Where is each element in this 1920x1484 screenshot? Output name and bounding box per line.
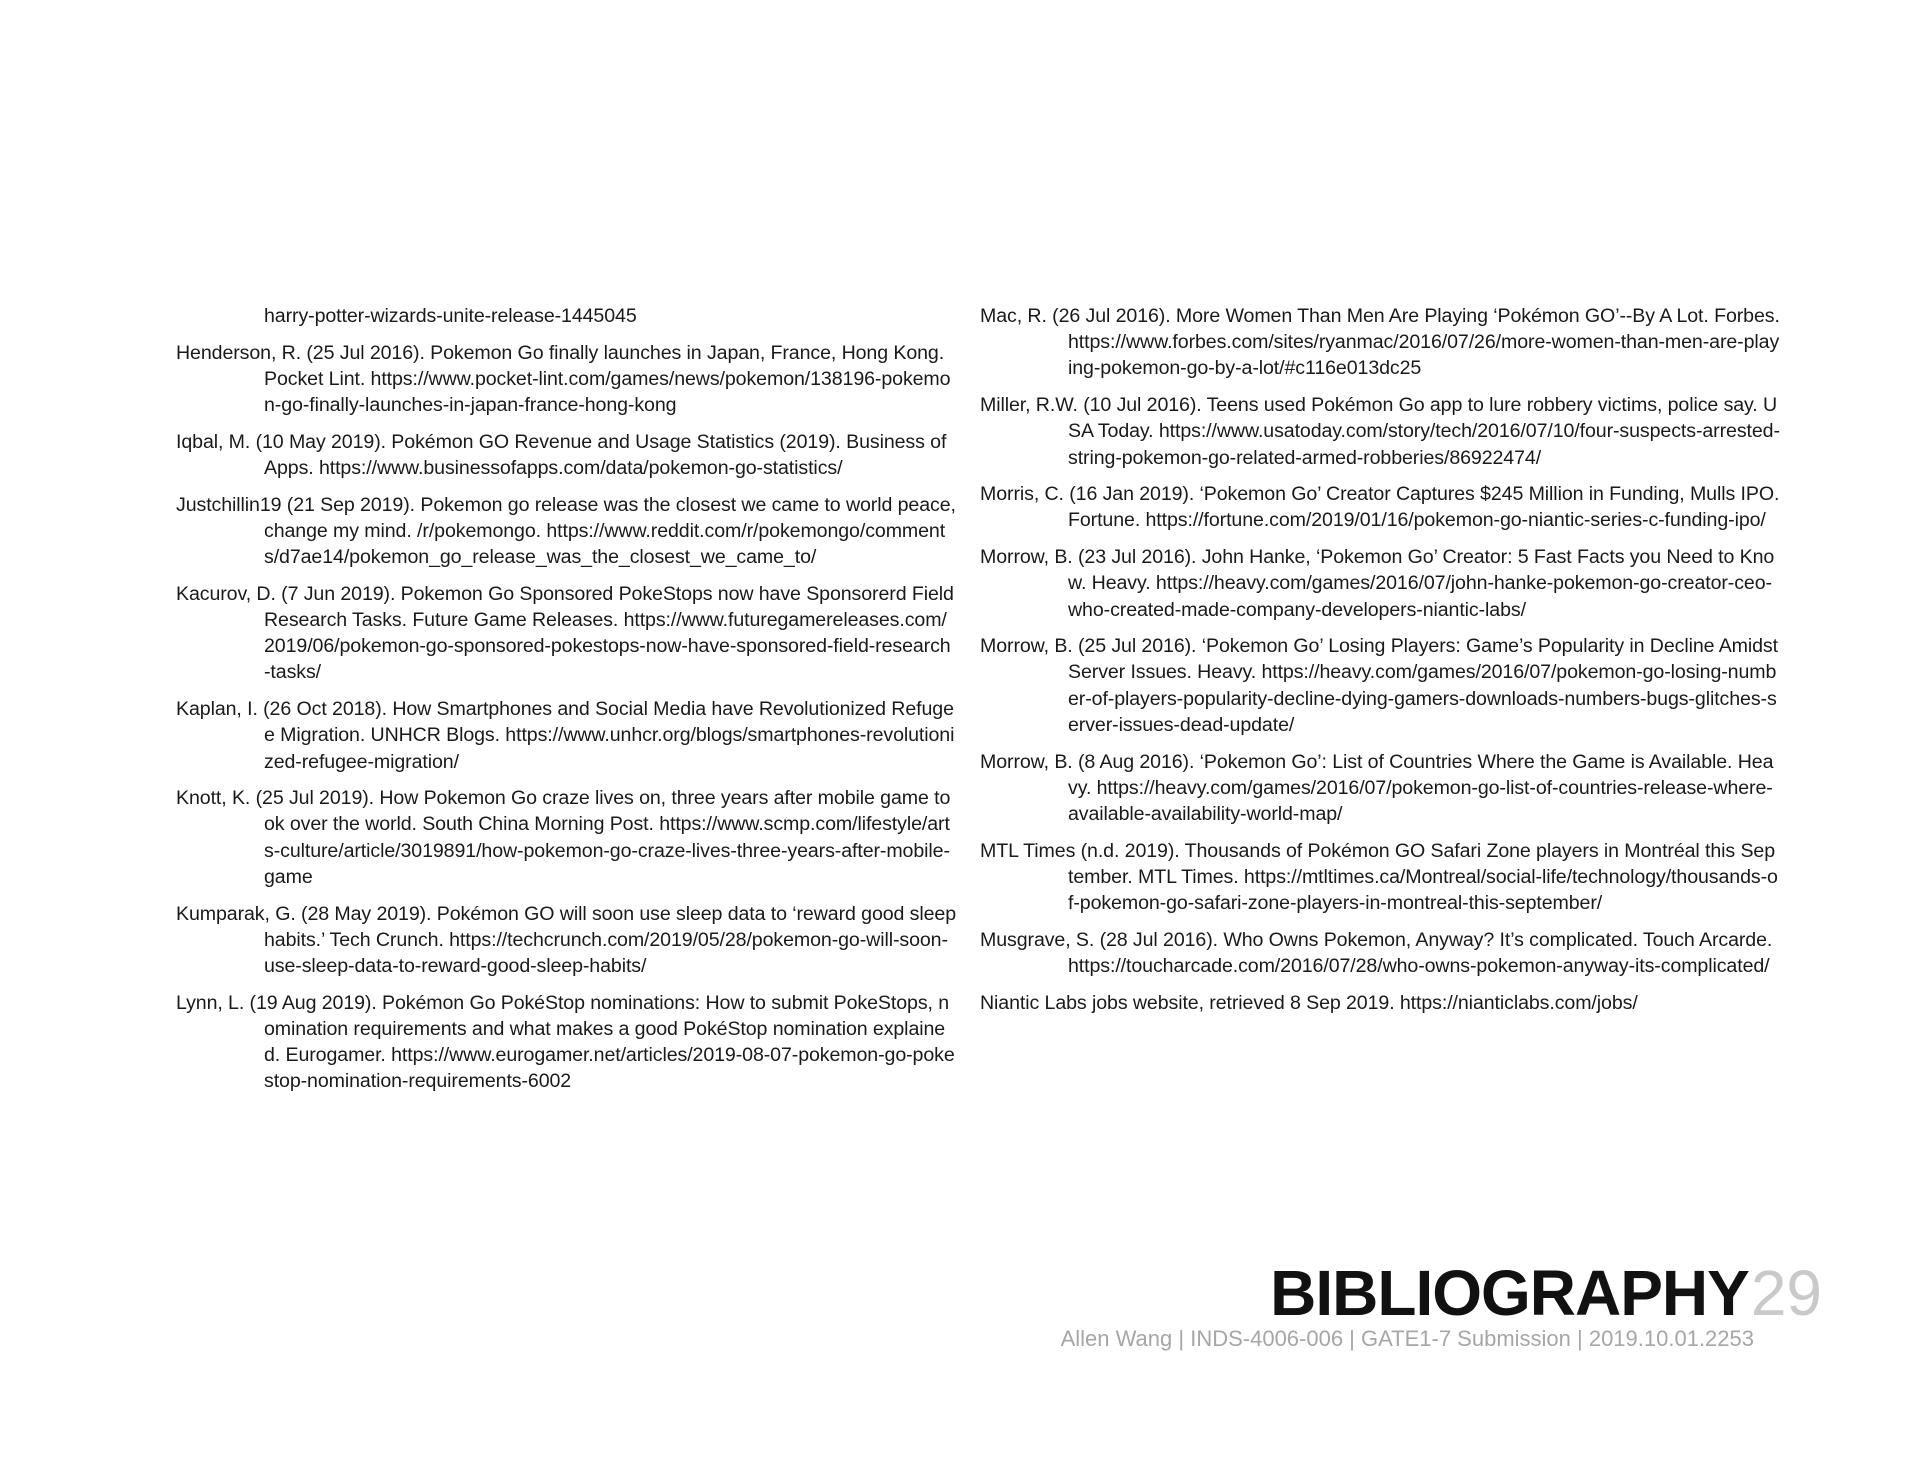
bibliography-entry: Mac, R. (26 Jul 2016). More Women Than Men Are Playing ‘Pokémon GO’--By A Lot. Forbes. https://www.forbes.com/sites/ryanmac/2016/07/26/more-women-than-men-are-playing-pokemon-go-by-a-lot/#c116e013dc25: [980, 305, 1780, 380]
bibliography-entry-continuation: harry-potter-wizards-unite-release-1445045: [264, 305, 637, 327]
bibliography-entry: Morrow, B. (25 Jul 2016). ‘Pokemon Go’ Losing Players: Game’s Popularity in Decline Amidst Server Issues. Heavy. https://heavy.com/games/2016/07/pokemon-go-losing-number-of-players-popularity-decline-dying-gamers-downloads-numbers-bugs-glitches-server-issues-dead-update/: [980, 635, 1778, 736]
footer-credit: Allen Wang | INDS-4006-006 | GATE1-7 Submission | 2019.10.01.2253: [1060, 1326, 1754, 1351]
bibliography-right-column: [980, 303, 1780, 1026]
bibliography-entry: Morrow, B. (8 Aug 2016). ‘Pokemon Go’: List of Countries Where the Game is Available. Heavy. https://heavy.com/games/2016/07/pokemon-go-list-of-countries-release-where-available-availability-world-map/: [980, 750, 1774, 825]
bibliography-entry: Kaplan, I. (26 Oct 2018). How Smartphones and Social Media have Revolutionized Refugee Migration. UNHCR Blogs. https://www.unhcr.org/blogs/smartphones-revolutionized-refugee-migration/: [176, 698, 955, 773]
bibliography-entry: MTL Times (n.d. 2019). Thousands of Pokémon GO Safari Zone players in Montréal this September. MTL Times. https://mtltimes.ca/Montreal/social-life/technology/thousands-of-pokemon-go-safari-zone-players-in-montreal-this-september/: [980, 839, 1778, 915]
page-title-block: [1270, 1258, 1822, 1328]
bibliography-entry: Musgrave, S. (28 Jul 2016). Who Owns Pokemon, Anyway? It’s complicated. Touch Arcarde. https://toucharcade.com/2016/07/28/who-owns-pokemon-anyway-its-complicated/: [980, 928, 1773, 977]
bibliography-entry: Iqbal, M. (10 May 2019). Pokémon GO Revenue and Usage Statistics (2019). Business of Apps. https://www.businessofapps.com/data/pokemon-go-statistics/: [176, 430, 947, 480]
bibliography-entry: Morrow, B. (23 Jul 2016). John Hanke, ‘Pokemon Go’ Creator: 5 Fast Facts you Need to Know. Heavy. https://heavy.com/games/2016/07/john-hanke-pokemon-go-creator-ceo-who-created-made-company-developers-niantic-labs/: [980, 546, 1775, 621]
bibliography-entry: Knott, K. (25 Jul 2019). How Pokemon Go craze lives on, three years after mobile game took over the world. South China Morning Post. https://www.scmp.com/lifestyle/arts-culture/article/3019891/how-pokemon-go-craze-lives-three-years-after-mobile-game: [176, 787, 951, 888]
bibliography-entry: Henderson, R. (25 Jul 2016). Pokemon Go finally launches in Japan, France, Hong Kong. Pocket Lint. https://www.pocket-lint.com/games/news/pokemon/138196-pokemon-go-finally-launches-in-japan-france-hong-kong: [176, 341, 951, 417]
bibliography-entry: Niantic Labs jobs website, retrieved 8 Sep 2019. https://nianticlabs.com/jobs/: [980, 991, 1638, 1014]
bibliography-entry: Morris, C. (16 Jan 2019). ‘Pokemon Go’ Creator Captures $245 Million in Funding, Mulls IPO. Fortune. https://fortune.com/2019/01/16/pokemon-go-niantic-series-c-funding-ipo/: [980, 483, 1780, 532]
bibliography-entry: Lynn, L. (19 Aug 2019). Pokémon Go PokéStop nominations: How to submit PokeStops, nomination requirements and what makes a good PokéStop nomination explained. Eurogamer. https://www.eurogamer.net/articles/2019-08-07-pokemon-go-pokestop-nomination-requirements-6002: [176, 991, 955, 1093]
bibliography-entry: Justchillin19 (21 Sep 2019). Pokemon go release was the closest we came to world peace, change my mind. /r/pokemongo. https://www.reddit.com/r/pokemongo/comments/d7ae14/pokemon_go_release_was_the_closest_we_came_to/: [176, 493, 956, 569]
bibliography-entry: Kacurov, D. (7 Jun 2019). Pokemon Go Sponsored PokeStops now have Sponsorerd Field Research Tasks. Future Game Releases. https://www.futuregamereleases.com/2019/06/pokemon-go-sponsored-pokestops-now-have-sponsored-field-research-tasks/: [176, 582, 954, 684]
bibliography-left-column: [176, 303, 956, 1105]
page-title: BIBLIOGRAPHY: [1270, 1257, 1749, 1329]
bibliography-entry: Kumparak, G. (28 May 2019). Pokémon GO will soon use sleep data to ‘reward good sleep habits.’ Tech Crunch. https://techcrunch.com/2019/05/28/pokemon-go-will-soon-use-sleep-data-to-reward-good-sleep-habits/: [176, 902, 957, 977]
bibliography-entry: Miller, R.W. (10 Jul 2016). Teens used Pokémon Go app to lure robbery victims, police say. USA Today. https://www.usatoday.com/story/tech/2016/07/10/four-suspects-arrested-string-pokemon-go-related-armed-robberies/86922474/: [980, 394, 1780, 469]
page-number: 29: [1750, 1257, 1822, 1329]
